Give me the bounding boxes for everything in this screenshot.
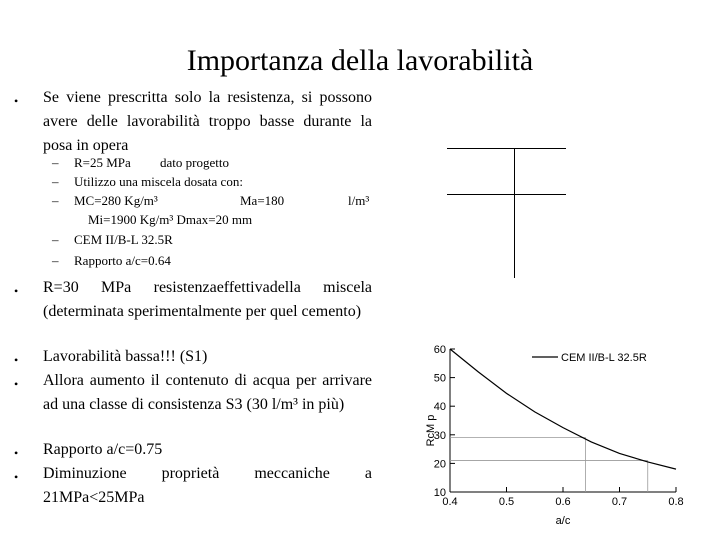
strength-chart — [420, 335, 700, 535]
bullet-text-4: Allora aumento il contenuto di acqua per arrivare ad una classe di consistenza S3 (30 l/m³ in più) — [43, 372, 372, 413]
y-tick-label: 60 — [433, 344, 446, 356]
bullet-marker: • — [14, 446, 19, 460]
x-tick-label: 0.7 — [611, 496, 628, 508]
y-tick-label: 30 — [433, 429, 446, 442]
x-tick-label: 0.8 — [668, 496, 684, 508]
dash-marker: – — [52, 253, 59, 268]
bullet-marker: • — [14, 377, 19, 391]
bullet-marker: • — [14, 284, 19, 298]
x-tick-label: 0.6 — [555, 496, 571, 508]
bullet-text-6: Diminuzione proprietà meccaniche a 21MPa<25MPa — [43, 465, 372, 506]
sub-item-text: MC=280 Kg/m³ — [74, 193, 158, 208]
y-tick-label: 50 — [433, 372, 446, 385]
x-tick-label: 0.5 — [498, 496, 515, 508]
y-tick-label: 20 — [433, 458, 446, 471]
y-axis-label: RcM p — [425, 414, 437, 447]
dash-marker: – — [52, 232, 59, 247]
y-tick-label: 10 — [433, 487, 446, 499]
bullet-marker: • — [14, 94, 19, 108]
bullet-marker: • — [14, 470, 19, 484]
decor-line — [447, 194, 566, 195]
dash-marker: – — [52, 155, 59, 170]
sub-item-text: Rapporto a/c=0.64 — [74, 253, 171, 268]
sub-item-text: Mi=1900 Kg/m³ Dmax=20 mm — [88, 212, 253, 227]
sub-item-text: R=25 MPa — [74, 155, 131, 170]
y-tick-label: 40 — [433, 401, 446, 414]
legend-label: CEM II/B-L 32.5R — [561, 352, 647, 364]
decor-line — [447, 148, 566, 149]
dash-marker: – — [52, 174, 59, 189]
bullet-text-3: Lavorabilità bassa!!! (S1) — [43, 348, 208, 365]
series-line — [450, 349, 676, 469]
bullet-text-1: Se viene prescritta solo la resistenza, si possono avere delle lavorabilità troppo basse durante la posa in opera — [43, 89, 372, 154]
x-axis-label: a/c — [555, 515, 571, 527]
sub-item-text: Utilizzo una miscela dosata con: — [74, 174, 243, 189]
sub-item-extra: dato progetto — [160, 155, 229, 170]
bullet-marker: • — [14, 353, 19, 367]
dash-marker: – — [52, 193, 59, 208]
sub-item-extra2: l/m³ — [348, 193, 370, 208]
slide-title: Importanza della lavorabilità — [186, 44, 534, 77]
sub-item-extra: Ma=180 — [240, 193, 285, 208]
sub-item-text: CEM II/B-L 32.5R — [74, 232, 173, 247]
bullet-text-2: R=30 MPa resistenzaeffettivadella miscela (determinata sperimentalmente per quel cemento) — [43, 279, 372, 320]
decor-line — [514, 148, 515, 278]
bullet-text-5: Rapporto a/c=0.75 — [43, 441, 163, 458]
x-tick-label: 0.4 — [442, 496, 458, 508]
